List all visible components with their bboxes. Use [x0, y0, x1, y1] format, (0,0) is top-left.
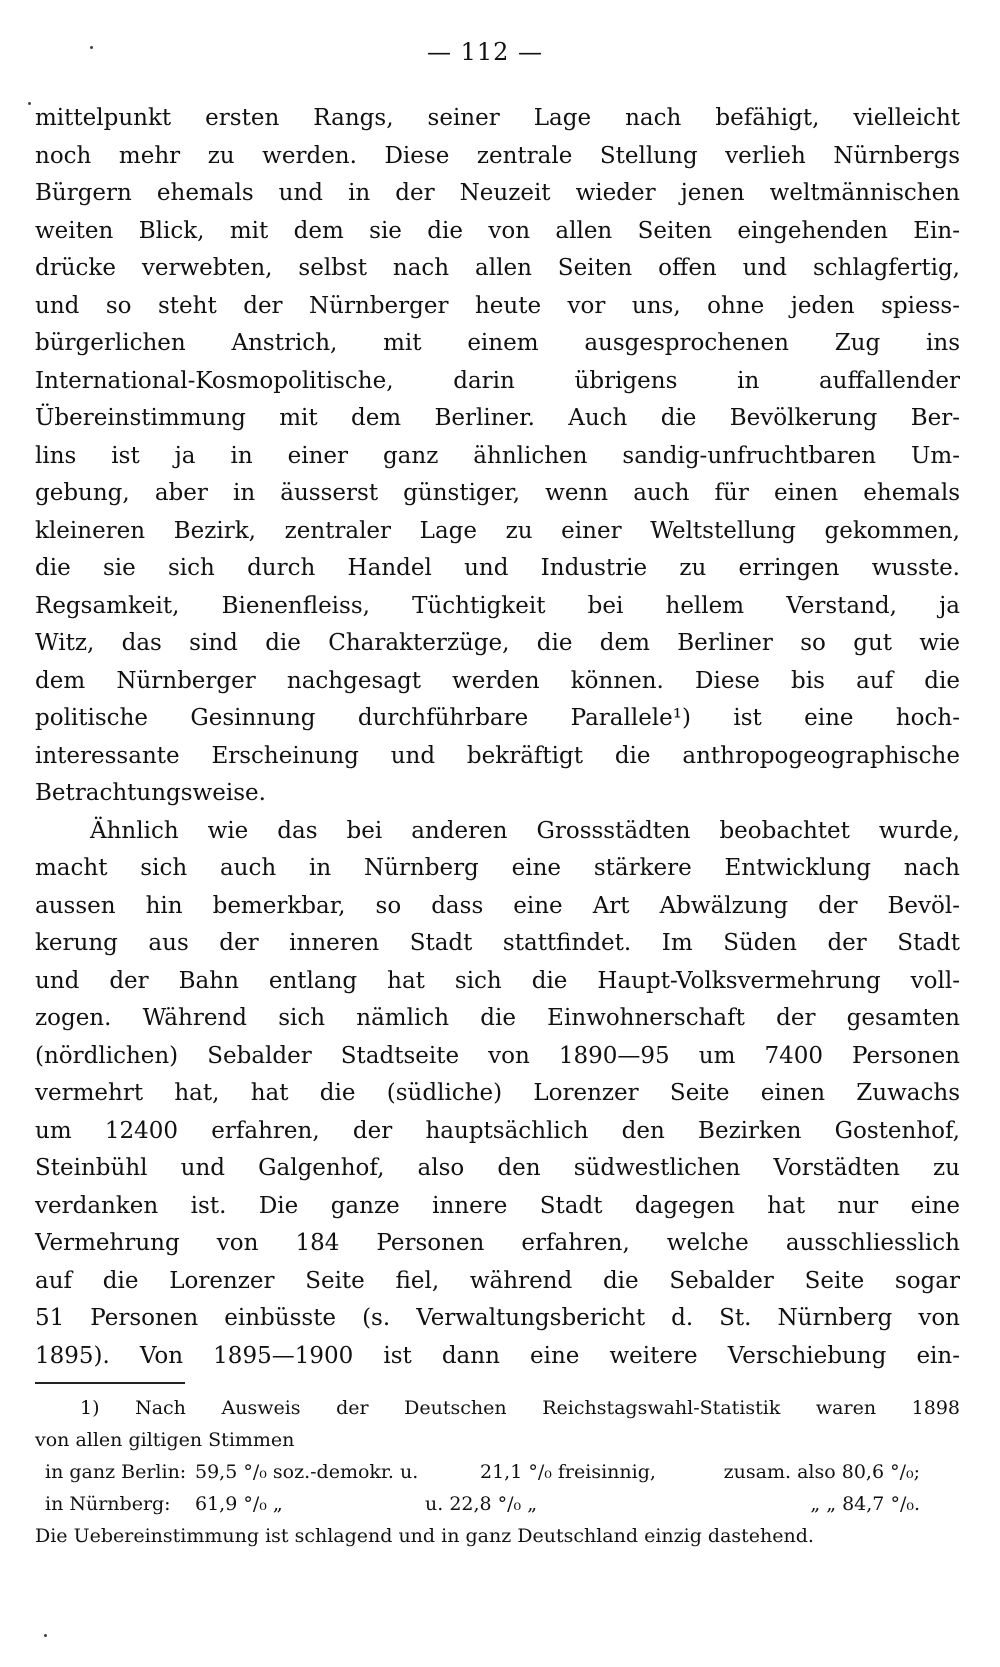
- text-line: zogen. Während sich nämlich die Einwohnerschaft der gesamten: [35, 1005, 960, 1031]
- text-line: auf die Lorenzer Seite fiel, während die Sebalder Seite sogar: [35, 1267, 960, 1294]
- text-line: und der Bahn entlang hat sich die Haupt-Volksvermehrung voll-: [35, 967, 960, 994]
- stat-social-democrat: 59,5 °/₀ soz.-demokr. u.: [195, 1461, 419, 1483]
- footnote-line: von allen giltigen Stimmen: [35, 1429, 295, 1451]
- stat-place: in Nürnberg:: [45, 1493, 171, 1515]
- text-line: kleineren Bezirk, zentraler Lage zu einer Weltstellung gekommen,: [35, 517, 960, 544]
- scan-speck: [28, 102, 31, 105]
- text-line: Vermehrung von 184 Personen erfahren, welche ausschliesslich: [35, 1230, 960, 1256]
- text-line: Steinbühl und Galgenhof, also den südwestlichen Vorstädten zu: [35, 1155, 960, 1181]
- text-line: um 12400 erfahren, der hauptsächlich den Bezirken Gostenhof,: [35, 1117, 960, 1144]
- text-line: weiten Blick, mit dem sie die von allen Seiten eingehenden Ein-: [35, 217, 960, 244]
- body-text: [35, 100, 960, 1375]
- text-line: Übereinstimmung mit dem Berliner. Auch die Bevölkerung Ber-: [35, 405, 960, 431]
- text-line-paragraph-start: Ähnlich wie das bei anderen Grossstädten beobachtet wurde,: [90, 817, 960, 844]
- text-line: und so steht der Nürnberger heute vor uns, ohne jeden spiess-: [35, 292, 960, 319]
- text-line: Bürgern ehemals und in der Neuzeit wieder jenen weltmännischen: [35, 180, 960, 206]
- text-line: (nördlichen) Sebalder Stadtseite von 1890—95 um 7400 Personen: [35, 1042, 960, 1069]
- text-line: macht sich auch in Nürnberg eine stärkere Entwicklung nach: [35, 855, 960, 881]
- footnote-line: Die Uebereinstimmung ist schlagend und in ganz Deutschland einzig dastehend.: [35, 1525, 814, 1547]
- text-line-paragraph-end: Betrachtungsweise.: [35, 780, 266, 806]
- text-line: lins ist ja in einer ganz ähnlichen sandig-unfruchtbaren Um-: [35, 442, 960, 469]
- text-line: 51 Personen einbüsste (s. Verwaltungsbericht d. St. Nürnberg von: [35, 1305, 960, 1331]
- text-line: International-Kosmopolitische, darin übrigens in auffallender: [35, 367, 960, 394]
- stat-freisinnig: 21,1 °/₀ freisinnig,: [480, 1461, 656, 1483]
- text-line: die sie sich durch Handel und Industrie zu erringen wusste.: [35, 555, 960, 581]
- stat-social-democrat: 61,9 °/₀ „: [195, 1493, 283, 1515]
- footnote-divider: [35, 1382, 185, 1384]
- text-line: Regsamkeit, Bienenfleiss, Tüchtigkeit bei hellem Verstand, ja: [35, 592, 960, 619]
- footnote-line: 1) Nach Ausweis der Deutschen Reichstagswahl-Statistik waren 1898: [80, 1397, 960, 1419]
- text-line: 1895). Von 1895—1900 ist dann eine weitere Verschiebung ein-: [35, 1342, 960, 1369]
- book-page: [35, 0, 960, 1667]
- text-line: dem Nürnberger nachgesagt werden können. Diese bis auf die: [35, 667, 960, 694]
- text-line: gebung, aber in äusserst günstiger, wenn auch für einen ehemals: [35, 480, 960, 506]
- text-line: noch mehr zu werden. Diese zentrale Stellung verlieh Nürnbergs: [35, 142, 960, 169]
- stat-freisinnig: u. 22,8 °/₀ „: [425, 1493, 538, 1515]
- stat-total: zusam. also 80,6 °/₀;: [723, 1461, 920, 1483]
- text-line: verdanken ist. Die ganze innere Stadt dagegen hat nur eine: [35, 1192, 960, 1219]
- text-line: aussen hin bemerkbar, so dass eine Art Abwälzung der Bevöl-: [35, 892, 960, 919]
- text-line: bürgerlichen Anstrich, mit einem ausgesprochenen Zug ins: [35, 330, 960, 356]
- page-number: — 112 —: [426, 38, 544, 66]
- scan-speck: [90, 46, 93, 49]
- text-line: politische Gesinnung durchführbare Parallele¹) ist eine hoch-: [35, 705, 960, 731]
- stat-total: „ „ 84,7 °/₀.: [810, 1493, 920, 1515]
- footnote: [35, 1392, 960, 1552]
- stat-place: in ganz Berlin:: [45, 1461, 187, 1483]
- text-line: interessante Erscheinung und bekräftigt die anthropogeographische: [35, 742, 960, 769]
- text-line: kerung aus der inneren Stadt stattfindet. Im Süden der Stadt: [35, 930, 960, 956]
- text-line: vermehrt hat, hat die (südliche) Lorenzer Seite einen Zuwachs: [35, 1080, 960, 1106]
- text-line: drücke verwebten, selbst nach allen Seiten offen und schlagfertig,: [35, 255, 960, 281]
- footnote-stat-row-berlin: [35, 1456, 960, 1488]
- scan-speck: [44, 1634, 47, 1637]
- text-line: mittelpunkt ersten Rangs, seiner Lage nach befähigt, vielleicht: [35, 105, 960, 131]
- text-line: Witz, das sind die Charakterzüge, die dem Berliner so gut wie: [35, 630, 960, 656]
- footnote-stat-row-nuernberg: [35, 1488, 960, 1520]
